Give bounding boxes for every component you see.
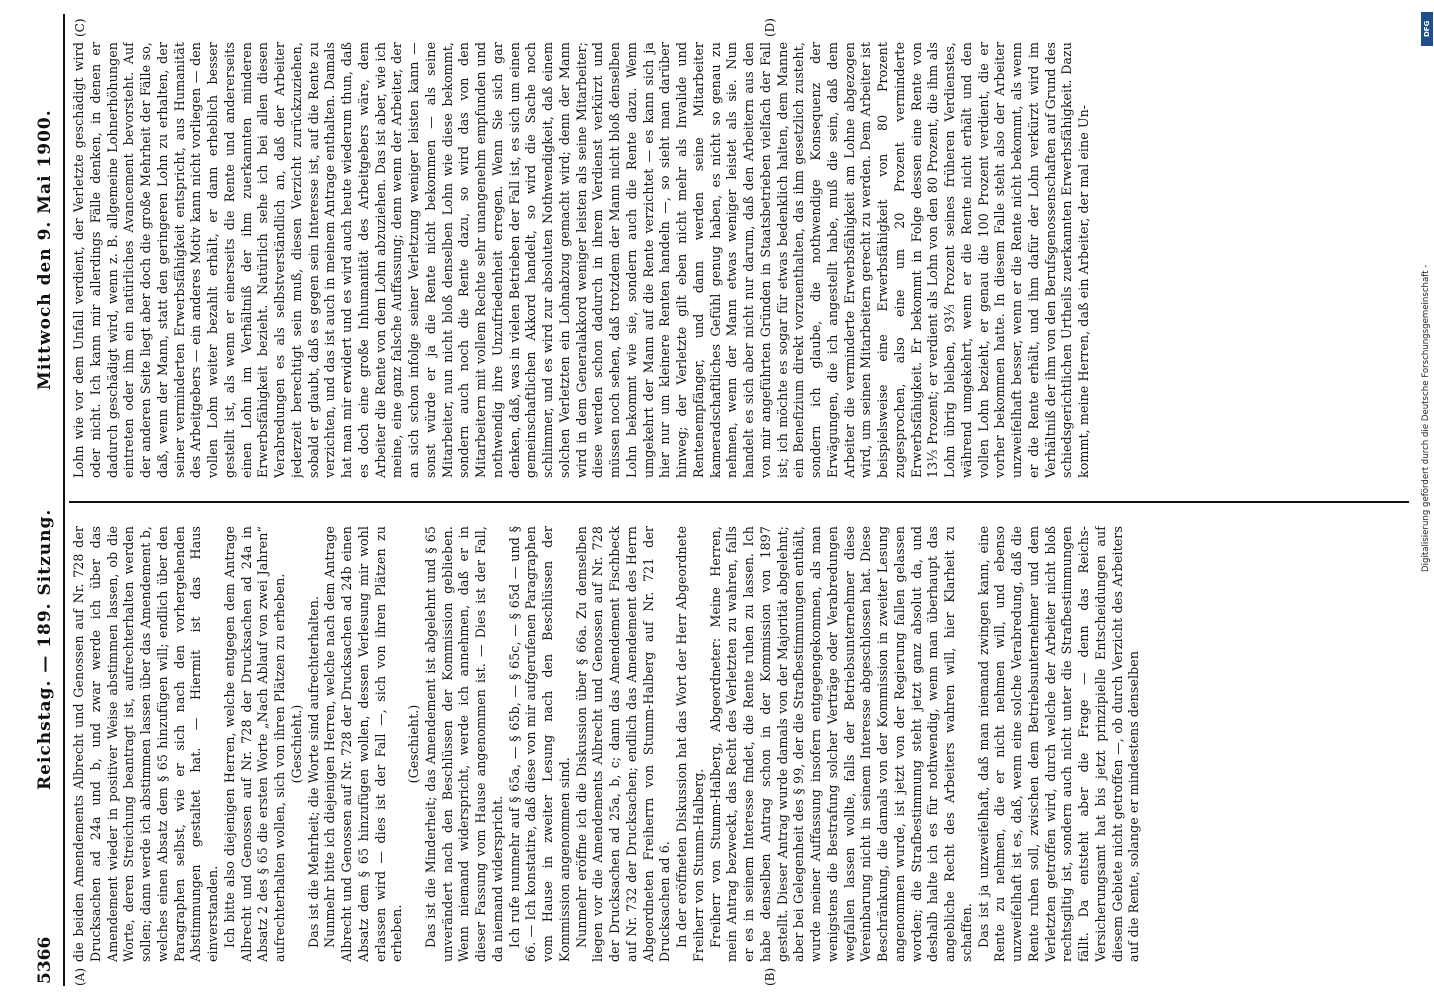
paragraph: Ich rufe nunmehr auf § 65a, — § 65b, — § 65c, — § 65d — und § 66. — Ich konstatire, daß diese von mir aufgerufenen Paragraphen vom Hause in zweiter Lesung nach den Beschlüssen der Kommission angenommen sind. [506, 526, 572, 962]
funding-note: Digitalisierung gefördert durch die Deutsche Forschungsgemeinschaft - [1421, 264, 1431, 572]
page-number: 5366 [35, 936, 55, 984]
stage-direction: (Geschieht.) [406, 704, 421, 784]
paragraph: In der eröffneten Diskussion hat das Wort der Herr Abgeordnete Freiherr von Stumm-Halberg. [674, 526, 706, 962]
paragraph: Nunmehr eröffne ich die Diskussion über § 66a. Zu demselben liegen vor die Amendements Albrecht und Genossen auf Nr. 728 der Drucksachen ad 25a, b, c; dann das Amendement Fischbeck auf Nr. 732 der Drucksachen; endlich das Amendement des Herrn Abgeordneten Freiherrn von Stumm-Halberg auf Nr. 721 der Drucksachen ad 6. [573, 526, 673, 962]
paragraph: Das ist die Mehrheit; die Worte sind aufrechterhalten. [305, 595, 321, 948]
dfg-logo: DFG [1421, 12, 1433, 46]
margin-letter-d: (D) [763, 18, 777, 37]
paragraph: Das ist ja unzweifelhaft, daß man niemand zwingen kann, eine Rente zu nehmen, die er nicht nehmen will, und ebenso unzweifelhaft ist es, daß, wenn eine solche Verabredung, daß die Rente ruhen soll, zwischen dem Betriebsunternehmer und dem Verletzten getroffen wird, durch welche der Arbeiter nicht bloß rechtsgiltig ist, sondern auch nicht unter die Strafbestimmungen fällt. Da entsteht aber die Frage — denn das Reichs-Versicherungsamt hat bis jetzt prinzipielle Entscheidungen auf diesem Gebiete nicht getroffen —, ob durch Verzicht des Arbeiters auf die Rente, solange er mindestens denselben [975, 526, 1142, 962]
header-rule [63, 14, 65, 986]
left-text-column [71, 526, 1406, 962]
paragraph: die beiden Amendements Albrecht und Genossen auf Nr. 728 der Drucksachen ad 24a und b, und zwar werde ich über das Amendement wieder in positiver Weise abstimmen lassen, ob die Worte, deren Streichung beantragt ist, aufrechterhalten werden sollen; dann werde ich abstimmen lassen über das Amendement b, welches einen Absatz dem § 65 hinzufügen will; endlich über den Paragraphen selbst, wie er sich nach den vorhergehenden Abstimmungen gestaltet hat. — Hiermit ist das Haus einverstanden. [71, 526, 220, 962]
stage-direction: (Geschieht.) [288, 704, 304, 784]
paragraph: Das ist die Minderheit; das Amendement ist abgelehnt und § 65 unverändert nach den Beschlüssen der Kommission geblieben. Wenn niemand widerspricht, werde ich annehmen, daß er in dieser Fassung vom Hause angenommen ist. — Dies ist der Fall, da niemand widerspricht. [422, 526, 505, 962]
running-header [33, 10, 63, 990]
paragraph: Nunmehr bitte ich diejenigen Herren, welche nach dem Antrage Albrecht und Genossen auf Nr. 728 der Drucksachen ad 24b einen Absatz dem § 65 hinzufügen wollen, dessen Verlesung mir wohl erlassen wird — dies ist der Fall —, sich von ihren Plätzen zu erheben. [322, 526, 405, 962]
margin-letter-c: (C) [73, 18, 87, 37]
running-title: Reichstag. — 189. Sitzung. [35, 508, 55, 790]
paragraph: Freiherr von Stumm-Halberg, Abgeordneter: Meine Herren, mein Antrag bezweckt, das Recht des Verletzten zu wahren, falls er es in seinem Interesse findet, die Rente ruhen zu lassen. Ich habe denselben Antrag schon in der Kommission von 1897 gestellt. Dieser Antrag wurde damals von der Majorität abgelehnt; aber bei Gelegenheit des § 99, der die Strafbestimmungen enthält, wurde meiner Auffassung insofern entgegengekommen, als man wenigstens die Bestrafung solcher Verträge oder Verabredungen wegfallen lassen wollte, falls der Betriebsunternehmer diese Vereinbarung nicht in seinem Interesse abgeschlossen hat. Diese Beschränkung, die damals von der Kommission in zweiter Lesung angenommen wurde, ist jetzt von der Regierung fallen gelassen worden; die Strafbestimmung steht jetzt ganz absolut da, und deshalb halte ich es für nothwendig, wenn man überhaupt das angebliche Recht des Arbeiters wahren will, hier Klarheit zu schaffen. [707, 526, 974, 962]
scanned-page [25, 10, 1415, 990]
column-divider [69, 501, 1409, 503]
margin-letter-a: (A) [73, 967, 87, 986]
right-text-column [71, 42, 1406, 478]
margin-letter-b: (B) [763, 967, 777, 986]
session-date: Mittwoch den 9. Mai 1900. [35, 109, 55, 390]
digitization-credit [1421, 12, 1433, 572]
paragraph: Ich bitte also diejenigen Herren, welche entgegen dem Antrage Albrecht und Genossen auf Nr. 728 der Drucksachen ad 24a in Absatz 2 des § 65 die ersten Worte „Nach Ablauf von zwei Jahren“ aufrechterhalten wollen, sich von ihren Plätzen zu erheben. [221, 526, 287, 962]
paragraph: Lohn wie vor dem Unfall verdient, der Verletzte geschädigt wird oder nicht. Ich kann mir allerdings Fälle denken, in denen er dadurch geschädigt wird, wenn z. B. allgemeine Lohnerhöhungen eintreten oder ihm ein natürliches Avancement bevorsteht. Auf der anderen Seite liegt aber doch die große Mehrheit der Fälle so, daß, wenn der Mann, statt den geringeren Lohn zu erhalten, der seiner verminderten Erwerbsfähigkeit entspricht, aus Humanität des Arbeitgebers — ein anderes Motiv kann nicht vorliegen — den vollen Lohn weiter bezahlt erhält, er dann erheblich besser gestellt ist, als wenn er einerseits die Rente und andererseits einen Lohn im Verhältniß der ihm zuerkannten minderen Erwerbsfähigkeit bezieht. Natürlich sehe ich bei allen diesen Verabredungen es als selbstverständlich an, daß der Arbeiter jederzeit berechtigt sein muß, diesen Verzicht zurückzuziehen, sobald er glaubt, daß es gegen sein Interesse ist, auf die Rente zu verzichten, und das ist auch in meinem Antrage enthalten. Damals hat man mir erwidert und es wird auch heute wiederum thun, daß es doch eine große Inhumanität des Arbeitgebers wäre, dem Arbeiter die Rente von dem Lohn abzuziehen. Das ist aber, wie ich meine, eine ganz falsche Auffassung; denn wenn der Arbeiter, der an sich schon infolge seiner Verletzung weniger leisten kann — sonst würde er ja die Rente nicht bekommen — als seine Mitarbeiter, nun nicht bloß denselben Lohn wie diese bekommt, sondern auch noch die Rente dazu, so wird das von den Mitarbeitern mit vollem Rechte sehr unangenehm empfunden und nothwendig ihre Unzufriedenheit erregen. Wenn Sie sich gar denken, daß, was in vielen Betrieben der Fall ist, es sich um einen gemeinschaftlichen Akkord handelt, so wird die Sache noch schlimmer, und es wird zur absoluten Nothwendigkeit, daß einem solchen Verletzten ein Lohnabzug gemacht wird; denn der Mann wird in dem Generalakkord weniger leisten als seine Mitarbeiter; diese werden schon dadurch in ihrem Verdienst verkürzt und müssen noch sehen, daß trotzdem der Mann nicht bloß denselben Lohn bekommt wie sie, sondern auch die Rente dazu. Wenn umgekehrt der Mann auf die Rente verzichtet — es kann sich ja hier nur um kleinere Renten handeln —, so sieht man darüber hinweg; der Verletzte gilt eben nicht mehr als Invalide und Rentenempfänger, und dann werden seine Mitarbeiter kameradschaftliches Gefühl genug haben, es nicht so genau zu nehmen, wenn der Mann etwas weniger leistet als sie. Nun handelt es sich aber nicht nur darum, daß den Arbeitern aus den von mir angeführten Gründen in Staatsbetrieben vielfach der Fall ist; ich möchte es sogar für etwas bedenklich halten, dem Manne ein Benefizium direkt vorzuenthalten, das ihm gesetzlich zusteht, sondern ich glaube, die nothwendige Konsequenz der Erwägungen, die ich angestellt habe, muß die sein, daß dem Arbeiter die verminderte Erwerbsfähigkeit am Lohne abgezogen wird, um seinen Mitarbeitern gerecht zu werden. Dem Arbeiter ist beispielsweise eine Erwerbsfähigkeit von 80 Prozent zugesprochen, also eine um 20 Prozent verminderte Erwerbsfähigkeit. Er bekommt in Folge dessen eine Rente von 13⅓ Prozent; er verdient als Lohn von den 80 Prozent, die ihm als Lohn übrig bleiben, 93⅓ Prozent seines früheren Verdienstes, während umgekehrt, wenn er die Rente nicht erhält und den vollen Lohn bezieht, er genau die 100 Prozent verdient, die er vorher bekommen hatte. In diesem Falle steht also der Arbeiter unzweifelhaft besser, wenn er die Rente nicht bekommt, als wenn er die Rente erhält, und ihm dafür der Lohn verkürzt wird im Verhältniß der ihm von den Berufsgenossenschaften auf Grund des schiedsgerichtlichen Urtheils zuerkannten Erwerbsfähigkeit. Dazu kommt, meine Herren, daß ein Arbeiter, der mal eine Un- [71, 42, 1091, 478]
